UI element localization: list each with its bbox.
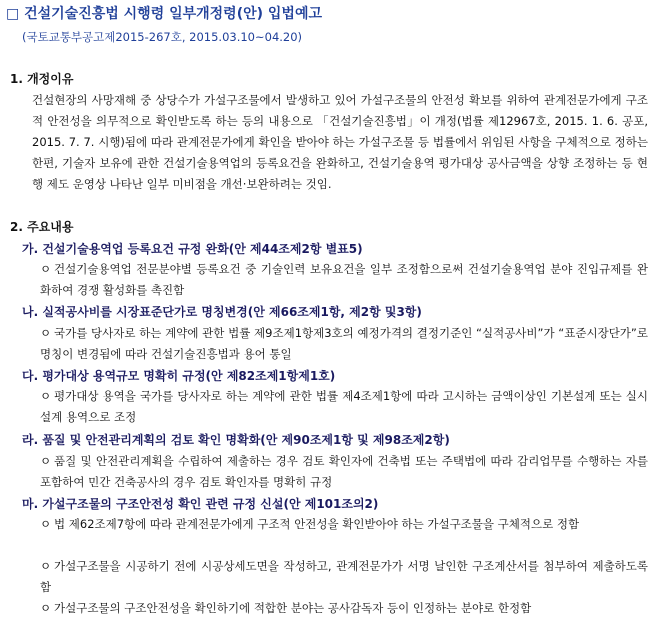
bullet-icon: ㅇ bbox=[40, 601, 52, 615]
section-body-reason: 건설현장의 사망재해 중 상당수가 가설구조물에서 발생하고 있어 가설구조물의 안전성 확보를 위하여 관계전문가에게 구조적 안전성을 의무적으로 확인받도록 하는 등의 내용으로 「건설기술진흥법」이 개정(법률 제12967호, 2015. 1. 6. 공포, 2015. 7. 7. 시행)됨에 따라 관계전문가에게 확인을 받아야 하는 가설구조물 등 법률에서 위임된 사항을 구체적으로 정하는 한편, 기술자 보유에 관한 건설기술용역업의 등록요건을 완화하고, 건설기술용역 평가대상 공사금액을 상향 조정하는 등 현행 제도 운영상 나타난 일부 미비점을 개선·보완하려는 것임. bbox=[32, 93, 648, 191]
list-item: ㅇ 건설기술용역업 전문분야별 등록요건 중 기술인력 보유요건을 일부 조정함으로써 건설기술용역업 분야 진입규제를 완화하여 경쟁 활성화를 촉진함 bbox=[40, 259, 648, 301]
bullet-icon: ㅇ bbox=[40, 559, 52, 573]
bullet-icon: ㅇ bbox=[40, 389, 52, 403]
section-heading-reason: 1. 개정이유 bbox=[10, 72, 74, 86]
item-heading-da: 다. 평가대상 용역규모 명확히 규정(안 제82조제1항제1호) bbox=[22, 369, 336, 383]
bullet-icon: ㅇ bbox=[40, 326, 52, 340]
list-item: ㅇ 가설구조물을 시공하기 전에 시공상세도면을 작성하고, 관계전문가가 서명 날인한 구조계산서를 첨부하여 제출하도록 함 bbox=[40, 556, 648, 598]
bullet-icon: ㅇ bbox=[40, 517, 52, 531]
list-item: ㅇ 법 제62조제7항에 따라 관계전문가에게 구조적 안전성을 확인받아야 하는 가설구조물을 구체적으로 정함 bbox=[40, 514, 648, 535]
item-heading-na: 나. 실적공사비를 시장표준단가로 명칭변경(안 제66조제1항, 제2항 및3항) bbox=[22, 305, 422, 319]
list-item: ㅇ 평가대상 용역을 국가를 당사자로 하는 계약에 관한 법률 제4조제1항에 따라 고시하는 금액이상인 기본설계 또는 실시설계 용역으로 조정 bbox=[40, 386, 648, 428]
section-heading-main: 2. 주요내용 bbox=[10, 220, 74, 234]
list-item: ㅇ 국가를 당사자로 하는 계약에 관한 법률 제9조제1항제3호의 예정가격의 결정기준인 “실적공사비”가 “표준시장단가”로 명칭이 변경됨에 따라 건설기술진흥법과 용어 통일 bbox=[40, 323, 648, 365]
bullet-icon: ㅇ bbox=[40, 262, 52, 276]
item-heading-ma: 마. 가설구조물의 구조안전성 확인 관련 규정 신설(안 제101조의2) bbox=[22, 497, 379, 511]
list-item: ㅇ 가설구조물의 구조안전성을 확인하기에 적합한 분야는 공사감독자 등이 인정하는 분야로 한정함 bbox=[40, 598, 648, 619]
list-item: ㅇ 품질 및 안전관리계획을 수립하여 제출하는 경우 검토 확인자에 건축법 또는 주택법에 따라 감리업무를 수행하는 자를 포함하여 민간 건축공사의 경우 검토 확인자를 명확히 규정 bbox=[40, 451, 648, 493]
page-title: □ 건설기술진흥법 시행령 일부개정령(안) 입법예고 bbox=[6, 6, 322, 22]
notice-reference: (국토교통부공고제2015-267호, 2015.03.10~04.20) bbox=[22, 30, 303, 44]
item-heading-ra: 라. 품질 및 안전관리계획의 검토 확인 명확화(안 제90조제1항 및 제98조제2항) bbox=[22, 433, 450, 447]
item-heading-ga: 가. 건설기술용역업 등록요건 규정 완화(안 제44조제2항 별표5) bbox=[22, 242, 363, 256]
bullet-icon: ㅇ bbox=[40, 454, 52, 468]
